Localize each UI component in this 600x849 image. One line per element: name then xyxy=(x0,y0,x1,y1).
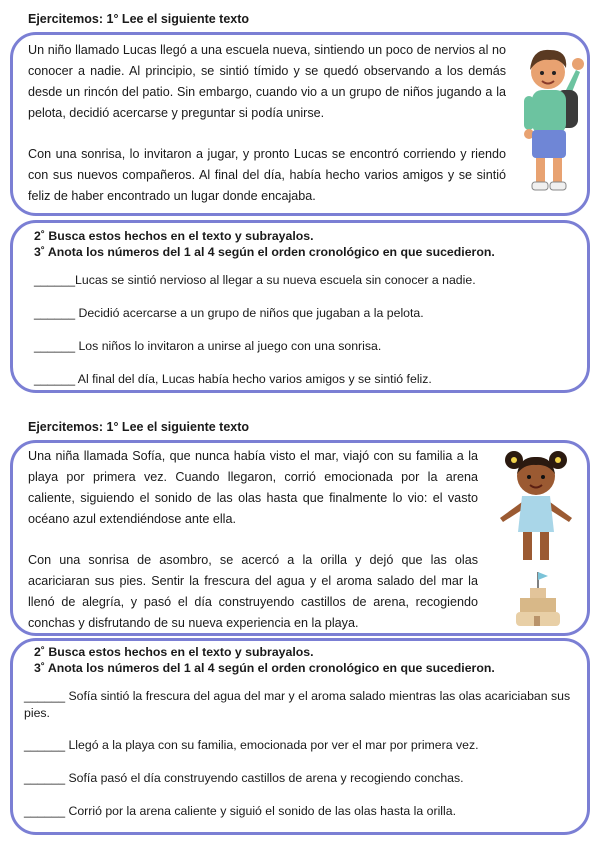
section2-item-1: ______ Sofía sintió la frescura del agua del mar y el aroma salado mientras las olas acariciaban sus pies. xyxy=(24,689,571,720)
section1-item-4: ______ Al final del día, Lucas había hecho varios amigos y se sintió feliz. xyxy=(34,372,432,386)
instruction-3-section1: 3˚ Anota los números del 1 al 4 según el orden cronológico en que sucedieron. xyxy=(34,245,495,259)
section2-item-3: ______ Sofía pasó el día construyendo castillos de arena y recogiendo conchas. xyxy=(24,771,464,785)
instruction-2-section1: 2˚ Busca estos hechos en el texto y subrayalos. xyxy=(34,229,314,243)
story2-paragraph-2: Con una sonrisa de asombro, se acercó a la orilla y dejó que las olas acariciaran sus pies. Sentir la frescura del agua y el aroma salado del mar la llenó de alegría, y pasó el día construyendo castillos de arena, recogiendo conchas y disfrutando de su nueva experiencia en la playa. xyxy=(28,553,478,630)
sandcastle-illustration xyxy=(514,570,560,628)
instruction-2-section2: 2˚ Busca estos hechos en el texto y subrayalos. xyxy=(34,645,314,659)
section1-item-1: ______Lucas se sintió nervioso al llegar a su nueva escuela sin conocer a nadie. xyxy=(34,273,476,287)
story1-paragraph-1: Un niño llamado Lucas llegó a una escuela nueva, sintiendo un poco de nervios al no conocer a nadie. Al principio, se sintió tímido y se quedó observando a los demás desde un rincón del patio. Sin embargo, cuando vio a un grupo de niños jugando a la pelota, decidió acercarse y preguntar si podía unirse. xyxy=(28,43,506,120)
section1-item-3: ______ Los niños lo invitaron a unirse al juego con una sonrisa. xyxy=(34,339,382,353)
section2-item-4: ______ Corrió por la arena caliente y siguió el sonido de las olas hasta la orilla. xyxy=(24,804,457,818)
section1-heading: Ejercitemos: 1° Lee el siguiente texto xyxy=(28,12,250,26)
story2-paragraph-1: Una niña llamada Sofía, que nunca había visto el mar, viajó con su familia a la playa por primera vez. Cuando llegaron, corrió emocionada por la arena caliente, siguiendo el sonido de las olas hasta que finalmente lo vio: el vasto océano azul extendiéndose ante ella. xyxy=(28,449,478,526)
instruction-3-section2: 3˚ Anota los números del 1 al 4 según el orden cronológico en que sucedieron. xyxy=(34,661,495,675)
section2-heading: Ejercitemos: 1° Lee el siguiente texto xyxy=(28,420,250,434)
story1-paragraph-2: Con una sonrisa, lo invitaron a jugar, y pronto Lucas se encontró corriendo y riendo con sus nuevos compañeros. Al final del día, había hecho varios amigos y se sintió feliz de haber encontrado un lugar donde encajaba. xyxy=(28,147,506,203)
section2-item-2: ______ Llegó a la playa con su familia, emocionada por ver el mar por primera vez. xyxy=(24,738,479,752)
section1-item-2: ______ Decidió acercarse a un grupo de niños que jugaban a la pelota. xyxy=(34,306,424,320)
boy-waving-illustration xyxy=(516,40,588,200)
girl-illustration xyxy=(488,446,584,566)
